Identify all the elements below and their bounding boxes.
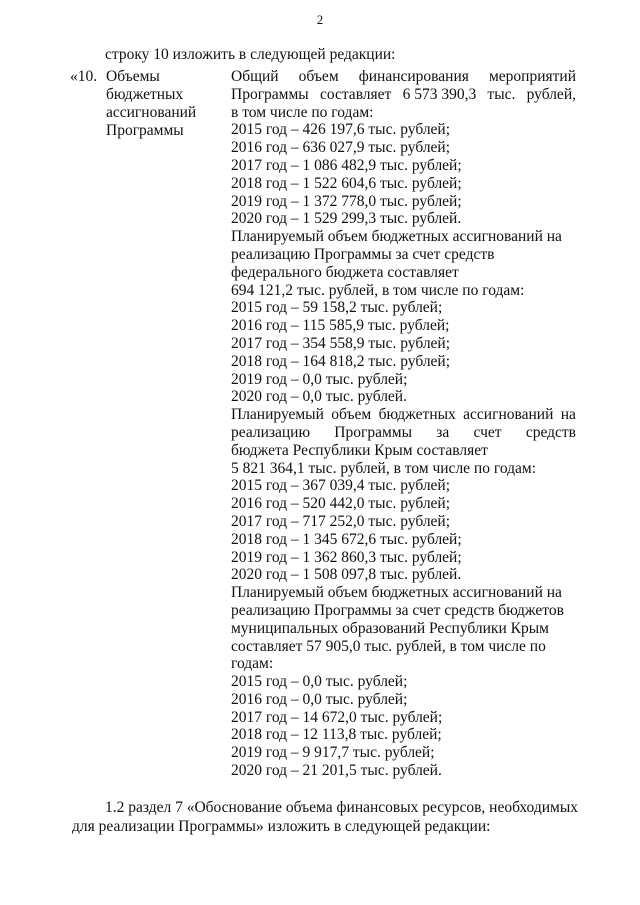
federal-funding-line: федерального бюджета составляет (231, 263, 459, 281)
municipal-year-line: 2016 год – 0,0 тыс. рублей; (231, 690, 408, 708)
republic-year-line: 2017 год – 717 252,0 тыс. рублей; (231, 512, 451, 530)
republic-funding-line: бюджета Республики Крым составляет (231, 441, 488, 459)
municipal-year-line: 2019 год – 9 917,7 тыс. рублей; (231, 744, 435, 762)
row-label-line: бюджетных (106, 86, 184, 103)
federal-funding-line: Планируемый объем бюджетных ассигнований на (231, 228, 562, 246)
republic-funding-line (231, 406, 576, 424)
total-year-line: 2020 год – 1 529 299,3 тыс. рублей. (231, 210, 462, 228)
word: ассигнований (463, 406, 554, 424)
republic-year-line: 2019 год – 1 362 860,3 тыс. рублей; (231, 548, 462, 566)
total-year-line: 2018 год – 1 522 604,6 тыс. рублей; (231, 174, 462, 192)
row-number: «10. (70, 68, 98, 85)
word: тыс. (487, 85, 516, 103)
total-funding-line: в том числе по годам: (231, 103, 374, 121)
word: на (560, 406, 576, 424)
word: объем (298, 68, 339, 85)
total-year-line: 2019 год – 1 372 778,0 тыс. рублей; (231, 192, 462, 210)
federal-year-line: 2019 год – 0,0 тыс. рублей; (231, 370, 408, 388)
total-funding-line (231, 68, 576, 86)
intro-text: строку 10 изложить в следующей редакции: (105, 46, 396, 63)
municipal-year-line: 2020 год – 21 201,5 тыс. рублей. (231, 762, 442, 780)
word: финансовых (336, 799, 419, 816)
federal-funding-line: 694 121,2 тыс. рублей, в том числе по годам: (231, 281, 525, 299)
municipal-funding-line: составляет 57 905,0 тыс. рублей, в том числе по (231, 637, 546, 655)
word: средств (525, 423, 576, 441)
closing-line (72, 798, 578, 817)
page-number: 2 (316, 12, 324, 27)
republic-year-line: 2015 год – 367 039,4 тыс. рублей; (231, 477, 451, 495)
word: счет (473, 423, 502, 441)
republic-funding-line (231, 424, 576, 442)
word: Общий (231, 68, 279, 85)
word: необходимых (489, 799, 578, 816)
municipal-year-line: 2018 год – 12 113,8 тыс. рублей; (231, 726, 442, 744)
row-label-line: ассигнований (106, 104, 197, 121)
municipal-funding-line: реализацию Программы за счет средств бюджетов (231, 601, 564, 619)
word: Программы (231, 85, 309, 103)
word: раздел (128, 799, 172, 816)
word: мероприятий (488, 68, 576, 85)
word: составляет (319, 85, 392, 103)
row-label-line: Объемы (106, 68, 160, 85)
municipal-year-line: 2017 год – 14 672,0 тыс. рублей; (231, 708, 443, 726)
word: рублей, (526, 85, 576, 103)
municipal-funding-line: Планируемый объем бюджетных ассигнований на (231, 584, 562, 602)
municipal-funding-line: годам: (231, 655, 274, 673)
closing-line: для реализации Программы» изложить в следующей редакции: (72, 818, 491, 835)
word: 1.2 (105, 799, 125, 816)
word: реализацию (231, 423, 311, 441)
word: ресурсов, (422, 799, 486, 816)
word: финансирования (358, 68, 469, 85)
row-label-line: Программы (106, 122, 184, 139)
word: объем (331, 406, 372, 424)
federal-year-line: 2020 год – 0,0 тыс. рублей. (231, 388, 407, 406)
federal-funding-line: реализацию Программы за счет средств (231, 245, 495, 263)
row-label (106, 68, 226, 140)
federal-year-line: 2017 год – 354 558,9 тыс. рублей; (231, 334, 451, 352)
republic-year-line: 2020 год – 1 508 097,8 тыс. рублей. (231, 566, 462, 584)
republic-year-line: 2018 год – 1 345 672,6 тыс. рублей; (231, 530, 462, 548)
total-year-line: 2015 год – 426 197,6 тыс. рублей; (231, 121, 451, 139)
word: за (436, 423, 450, 441)
federal-year-line: 2018 год – 164 818,2 тыс. рублей; (231, 352, 451, 370)
funding-content (231, 68, 576, 780)
total-funding-line (231, 86, 576, 104)
republic-funding-line: 5 821 364,1 тыс. рублей, в том числе по годам: (231, 459, 537, 477)
municipal-funding-line: муниципальных образований Республики Крым (231, 619, 549, 637)
municipal-year-line: 2015 год – 0,0 тыс. рублей; (231, 673, 408, 691)
word: Программы (334, 423, 413, 441)
word: бюджетных (378, 406, 456, 424)
word: объема (285, 799, 333, 816)
republic-year-line: 2016 год – 520 442,0 тыс. рублей; (231, 495, 451, 513)
total-year-line: 2016 год – 636 027,9 тыс. рублей; (231, 139, 451, 157)
word: «Обоснование (186, 799, 283, 816)
total-amount: 6 573 390,3 (402, 85, 477, 103)
closing-paragraph (72, 798, 578, 836)
federal-year-line: 2016 год – 115 585,9 тыс. рублей; (231, 317, 450, 335)
total-year-line: 2017 год – 1 086 482,9 тыс. рублей; (231, 156, 462, 174)
word: Планируемый (231, 406, 324, 424)
federal-year-line: 2015 год – 59 158,2 тыс. рублей; (231, 299, 443, 317)
word: 7 (175, 799, 183, 816)
